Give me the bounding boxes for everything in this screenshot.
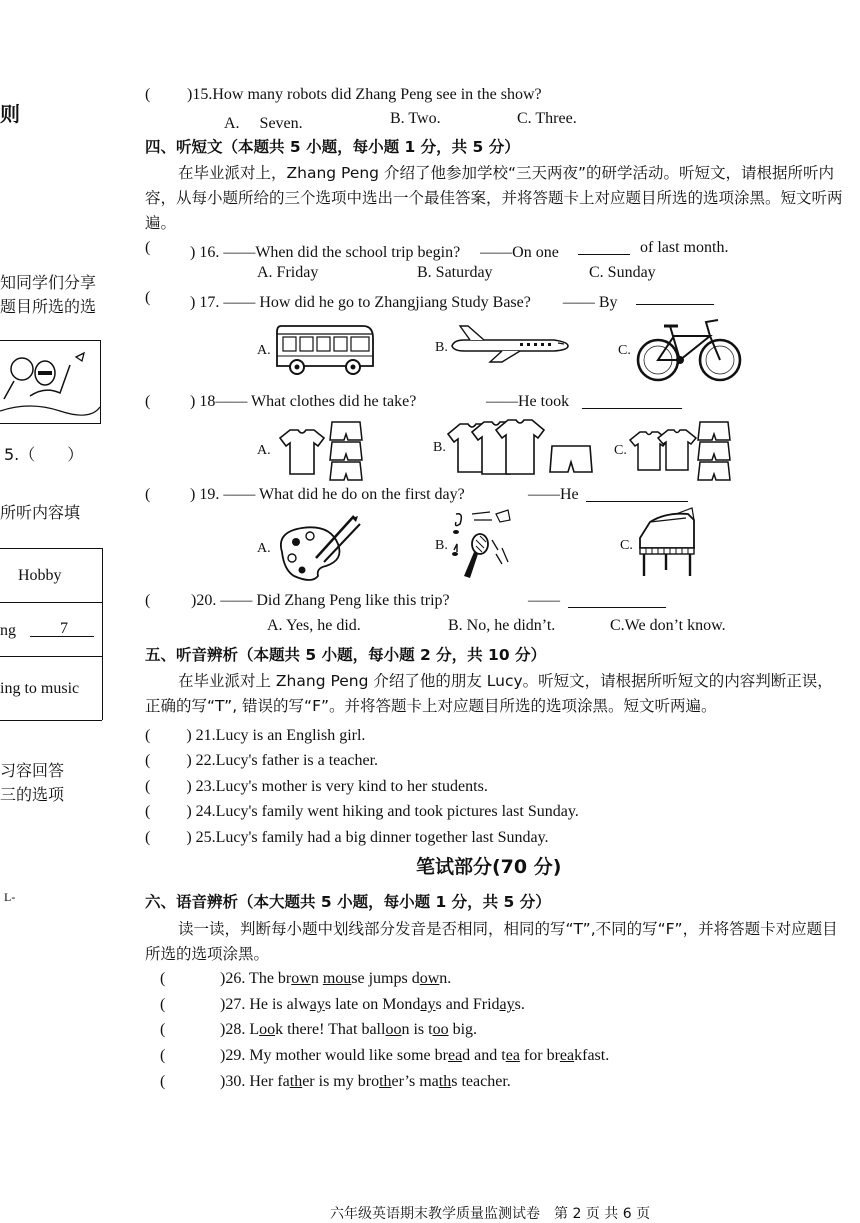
q16-stem-end: of last month. bbox=[640, 239, 729, 256]
q24: ( ) 24.Lucy's family went hiking and took pictures last Sunday. bbox=[145, 803, 579, 820]
table-cell-value: 7 bbox=[60, 620, 68, 637]
shirts-and-shorts-icon bbox=[628, 418, 732, 482]
q16-option-a: A. Friday bbox=[257, 264, 319, 281]
written-part-title: 笔试部分(70 分) bbox=[416, 856, 562, 878]
section5-instruction: 在毕业派对上 Zhang Peng 介绍了他的朋友 Lucy。听短文，请根据所听短文的内容判断正误，正确的写“T”, 错误的写“F”。并将答题卡上对应题目所选的选项涂黑。短文听两遍。 bbox=[145, 672, 833, 715]
q17-blank bbox=[636, 290, 714, 305]
airplane-icon bbox=[450, 324, 570, 364]
q19-option-b-label: B. bbox=[435, 538, 448, 553]
q22: ( ) 22.Lucy's father is a teacher. bbox=[145, 752, 379, 769]
q16-stem: ) 16. ——When did the school trip begin? ——On one bbox=[190, 244, 559, 261]
q23: ( ) 23.Lucy's mother is very kind to her students. bbox=[145, 778, 488, 795]
q19-stem: ) 19. —— What did he do on the first day? bbox=[190, 486, 465, 503]
q28-text: )28. Look there! That balloon is too big. bbox=[220, 1021, 478, 1038]
q27-paren: ( bbox=[160, 996, 166, 1013]
q18-answer-prefix: ——He took bbox=[486, 393, 570, 410]
q26-paren: ( bbox=[160, 970, 166, 987]
q20-paren: ( bbox=[145, 592, 151, 609]
q27-text: )27. He is always late on Mondays and Fridays. bbox=[220, 996, 525, 1013]
q19-answer-prefix: ——He bbox=[528, 486, 579, 503]
q15-paren: ( bbox=[145, 86, 151, 103]
q17-option-b-label: B. bbox=[435, 340, 448, 355]
left-fragment-item5: 5.（ ） bbox=[4, 445, 84, 464]
q17-paren: ( bbox=[145, 289, 151, 306]
q19-blank bbox=[586, 487, 688, 502]
q18-option-a-label: A. bbox=[257, 443, 271, 458]
q18-paren: ( bbox=[145, 393, 151, 410]
section5-heading: 五、听音辨析（本题共 5 小题，每小题 2 分，共 10 分） bbox=[145, 646, 547, 664]
q30-paren: ( bbox=[160, 1073, 166, 1090]
q16-paren: ( bbox=[145, 239, 151, 256]
left-fragment-glyph: 则 bbox=[0, 102, 20, 126]
q19-option-a-label: A. bbox=[257, 541, 271, 556]
palette-icon bbox=[272, 514, 362, 582]
microphone-icon bbox=[450, 510, 520, 582]
q19-paren: ( bbox=[145, 486, 151, 503]
q15-option-c: C. Three. bbox=[517, 110, 577, 127]
q20-stem: )20. —— Did Zhang Peng like this trip? bbox=[191, 592, 450, 609]
q17-option-a-label: A. bbox=[257, 343, 271, 358]
q15-option-a: A. Seven. bbox=[224, 115, 303, 132]
q18-blank bbox=[582, 394, 682, 409]
q25: ( ) 25.Lucy's family had a big dinner together last Sunday. bbox=[145, 829, 549, 846]
q29-paren: ( bbox=[160, 1047, 166, 1064]
tshirt-and-shorts-icon bbox=[274, 418, 370, 482]
q30-text: )30. Her father is my brother’s maths teacher. bbox=[220, 1073, 511, 1090]
table-cell-music: ing to music bbox=[0, 680, 80, 697]
table-header-hobby: Hobby bbox=[18, 567, 62, 584]
q19-option-c-label: C. bbox=[620, 538, 633, 553]
page-footer: 六年级英语期末教学质量监测试卷 第 2 页 共 6 页 bbox=[330, 1206, 651, 1222]
q16-option-b: B. Saturday bbox=[417, 264, 493, 281]
q26-text: )26. The brown mouse jumps down. bbox=[220, 970, 452, 987]
q16-blank bbox=[578, 240, 630, 255]
tshirts-and-shorts-icon bbox=[446, 416, 596, 480]
q16-option-c: C. Sunday bbox=[589, 264, 656, 281]
q15-option-b: B. Two. bbox=[390, 110, 441, 127]
section6-instruction: 读一读，判断每小题中划线部分发音是否相同，相同的写“T”,不同的写“F”，并将答题卡对应题目所选的选项涂黑。 bbox=[145, 920, 838, 963]
left-fragment-line3: 所听内容填 bbox=[0, 503, 81, 522]
q17-stem: ) 17. —— How did he go to Zhangjiang Study Base? —— By bbox=[190, 294, 618, 311]
section4-instruction: 在毕业派对上，Zhang Peng 介绍了他参加学校“三天两夜”的研学活动。听短文，请根据所听内容，从每小题所给的三个选项中选出一个最佳答案，并将答题卡上对应题目所选的选项涂黑。短文听两遍。 bbox=[145, 164, 843, 232]
q17-option-c-label: C. bbox=[618, 343, 631, 358]
q20-blank bbox=[568, 593, 666, 608]
q20-option-b: B. No, he didn’t. bbox=[448, 617, 556, 634]
piano-icon bbox=[636, 512, 698, 580]
section6-heading: 六、语音辨析（本大题共 5 小题，每小题 1 分，共 5 分） bbox=[145, 893, 551, 911]
left-fragment-mark: L- bbox=[4, 890, 16, 904]
q18-stem: ) 18—— What clothes did he take? bbox=[190, 393, 417, 410]
q21: ( ) 21.Lucy is an English girl. bbox=[145, 727, 366, 744]
badminton-player-icon bbox=[0, 341, 100, 423]
q28-paren: ( bbox=[160, 1021, 166, 1038]
q20-option-c: C.We don’t know. bbox=[610, 617, 726, 634]
q18-option-c-label: C. bbox=[614, 443, 627, 458]
table-cell-text: ng bbox=[0, 622, 16, 639]
left-fragment-line2: 题目所选的选 bbox=[0, 297, 97, 316]
bicycle-icon bbox=[634, 318, 744, 384]
left-fragment-line5: 三的选项 bbox=[0, 785, 65, 804]
bus-icon bbox=[275, 320, 375, 378]
left-fragment-picture bbox=[0, 340, 101, 424]
left-fragment-line4: 习容回答 bbox=[0, 761, 65, 780]
section4-heading: 四、听短文（本题共 5 小题，每小题 1 分，共 5 分） bbox=[145, 138, 520, 156]
q20-option-a: A. Yes, he did. bbox=[267, 617, 361, 634]
q18-option-b-label: B. bbox=[433, 440, 446, 455]
q15-stem: )15.How many robots did Zhang Peng see in the show? bbox=[187, 86, 542, 103]
q20-answer-prefix: —— bbox=[528, 592, 560, 609]
q29-text: )29. My mother would like some bread and tea for breakfast. bbox=[220, 1047, 610, 1064]
left-fragment-line1: 知同学们分享 bbox=[0, 273, 97, 292]
